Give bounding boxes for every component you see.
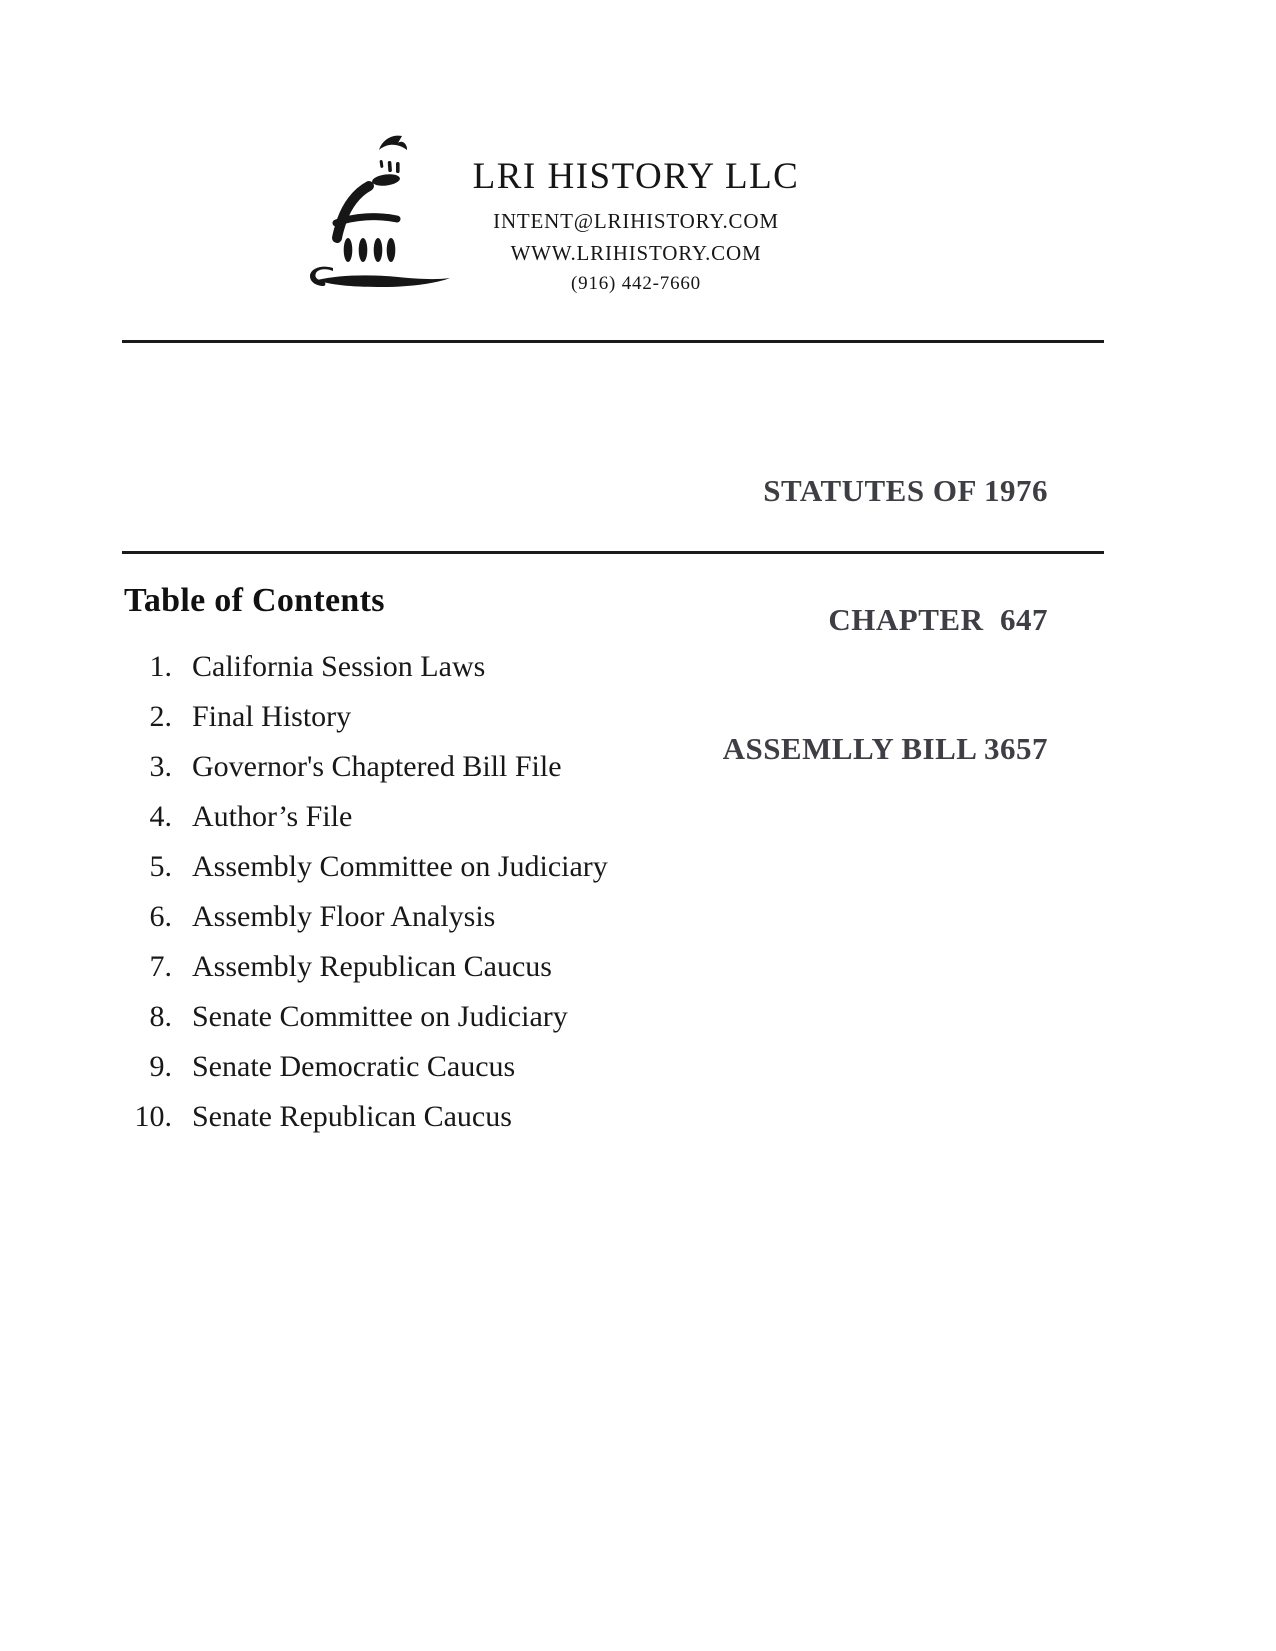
toc-heading: Table of Contents: [124, 582, 385, 619]
toc-item: [0, 651, 608, 701]
toc-item-label: Senate Committee on Judiciary: [192, 1000, 568, 1033]
website-url: WWW.LRIHISTORY.COM: [510, 241, 762, 265]
horizontal-divider-top: [122, 340, 1104, 343]
toc-item-number: 8.: [149, 1000, 172, 1033]
toc-item-number: 5.: [149, 850, 172, 883]
horizontal-divider-bottom: [122, 551, 1104, 554]
toc-item-label: Final History: [192, 700, 352, 733]
toc-item: [0, 851, 608, 901]
toc-item: [0, 951, 608, 1001]
phone-number: (916) 442-7660: [571, 273, 701, 294]
toc-item: [0, 801, 608, 851]
toc-item: [0, 701, 608, 751]
toc-item-number: 1.: [149, 650, 172, 683]
toc-item-number: 3.: [149, 750, 172, 783]
toc-item-number: 6.: [149, 900, 172, 933]
toc-item-number: 10.: [134, 1100, 172, 1133]
toc-item-label: Senate Republican Caucus: [192, 1100, 512, 1133]
toc-item-number: 9.: [149, 1050, 172, 1083]
toc-item-label: Assembly Republican Caucus: [192, 950, 552, 983]
toc-item: [0, 1101, 608, 1151]
toc-item: [0, 1051, 608, 1101]
toc-item: [0, 1001, 608, 1051]
bill-title-block: [723, 383, 1048, 856]
chapter-line: CHAPTER 647: [828, 602, 1048, 637]
toc-list: [0, 651, 608, 1151]
toc-item-label: Assembly Committee on Judiciary: [192, 850, 608, 883]
toc-item-number: 2.: [149, 700, 172, 733]
toc-item-label: Governor's Chaptered Bill File: [192, 750, 562, 783]
toc-item-number: 7.: [149, 950, 172, 983]
company-name: LRI HISTORY LLC: [472, 156, 800, 197]
letterhead: [420, 157, 852, 299]
toc-item-label: Assembly Floor Analysis: [192, 900, 496, 933]
email-address: INTENT@LRIHISTORY.COM: [493, 209, 779, 233]
toc-item-label: Senate Democratic Caucus: [192, 1050, 516, 1083]
toc-item-label: California Session Laws: [192, 650, 486, 683]
toc-item: [0, 751, 608, 801]
toc-item-label: Author’s File: [192, 800, 353, 833]
toc-item-number: 4.: [149, 800, 172, 833]
bill-line: ASSEMLLY BILL 3657: [722, 731, 1048, 766]
statutes-line: STATUTES OF 1976: [763, 473, 1048, 508]
toc-item: [0, 901, 608, 951]
